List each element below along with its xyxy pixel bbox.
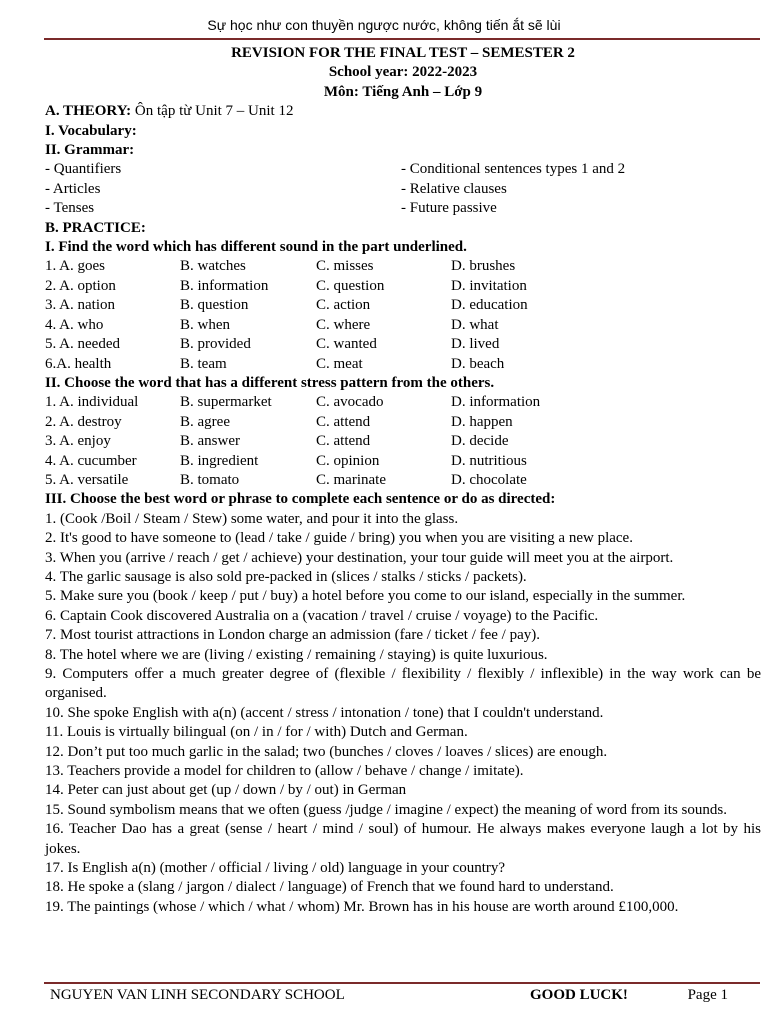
answer-option: D. what	[451, 316, 499, 333]
title-line: REVISION FOR THE FINAL TEST – SEMESTER 2	[231, 45, 575, 61]
school-year: School year: 2022-2023	[328, 64, 478, 81]
section-1-questions	[45, 257, 761, 373]
theory-label: A. THEORY:	[45, 103, 132, 120]
answer-option: B. agree	[180, 413, 230, 430]
answer-option: B. answer	[180, 433, 240, 450]
page-number: Page 1	[687, 987, 728, 1003]
answer-option: D. invitation	[451, 277, 527, 294]
answer-option: C. action	[316, 297, 371, 314]
question-row	[45, 432, 761, 451]
grammar-item: - Quantifiers	[45, 161, 122, 178]
answer-option: B. ingredient	[180, 452, 259, 469]
answer-option: C. question	[316, 277, 385, 294]
question-row	[45, 316, 761, 335]
grammar-item: - Articles	[45, 180, 101, 197]
answer-option: D. decide	[451, 433, 509, 450]
question-item: 18. He spoke a (slang / jargon / dialect / language) of French that we found hard to understand.	[45, 879, 614, 896]
grammar-row	[45, 199, 761, 218]
answer-option: C. attend	[316, 413, 371, 430]
subject-line: Môn: Tiếng Anh – Lớp 9	[323, 83, 483, 100]
answer-option: 2. A. option	[45, 277, 116, 294]
answer-option: 4. A. who	[45, 316, 104, 333]
answer-option: B. tomato	[180, 471, 240, 488]
question-row	[45, 296, 761, 315]
answer-option: 5. A. needed	[45, 336, 120, 353]
question-item: 8. The hotel where we are (living / existing / remaining / staying) is quite luxurious.	[45, 646, 548, 663]
section-3-questions	[45, 510, 761, 918]
answer-option: B. information	[180, 277, 269, 294]
grammar-row	[45, 180, 761, 199]
answer-option: 2. A. destroy	[45, 413, 122, 430]
question-item: 10. She spoke English with a(n) (accent / stress / intonation / tone) that I couldn't understand.	[45, 704, 604, 721]
question-row	[45, 471, 761, 490]
question-item: 4. The garlic sausage is also sold pre-packed in (slices / stalks / sticks / packets).	[45, 568, 527, 585]
question-item: 3. When you (arrive / reach / get / achieve) your destination, your tour guide will meet you at the airport.	[45, 549, 674, 566]
answer-option: C. opinion	[316, 452, 380, 469]
good-luck: GOOD LUCK!	[530, 987, 628, 1003]
answer-option: D. chocolate	[451, 471, 527, 488]
grammar-row	[45, 160, 761, 179]
grammar-heading: II. Grammar:	[45, 142, 135, 159]
theory-text: Ôn tập từ Unit 7 – Unit 12	[131, 103, 294, 120]
answer-option: 4. A. cucumber	[45, 452, 137, 469]
question-row	[45, 413, 761, 432]
theory-line	[45, 102, 761, 121]
answer-option: C. marinate	[316, 471, 386, 488]
question-item: 5. Make sure you (book / keep / put / buy) a hotel before you come to our island, especially in the summer.	[45, 588, 686, 605]
question-item: 6. Captain Cook discovered Australia on a (vacation / travel / cruise / voyage) to the Pacific.	[45, 607, 599, 624]
grammar-item: - Tenses	[45, 200, 95, 217]
answer-option: 3. A. enjoy	[45, 433, 111, 450]
answer-option: D. education	[451, 297, 528, 314]
answer-option: C. meat	[316, 355, 363, 372]
question-item: 12. Don’t put too much garlic in the salad; two (bunches / cloves / loaves / slices) are enough.	[45, 743, 608, 760]
question-item: 19. The paintings (whose / which / what / whom) Mr. Brown has in his house are worth around £100,000.	[45, 898, 679, 915]
answer-option: D. information	[451, 394, 541, 411]
grammar-item: - Relative clauses	[401, 180, 507, 197]
question-row	[45, 355, 761, 374]
answer-option: D. beach	[451, 355, 505, 372]
footer-rule	[44, 982, 760, 984]
answer-option: 1. A. goes	[45, 258, 105, 275]
question-item: 2. It's good to have someone to (lead / take / guide / bring) you when you are visiting a new place.	[45, 530, 633, 547]
question-item: 13. Teachers provide a model for children to (allow / behave / change / imitate).	[45, 763, 524, 780]
section-1-heading: I. Find the word which has different sound in the part underlined.	[45, 239, 467, 256]
answer-option: B. team	[180, 355, 227, 372]
section-2-heading: II. Choose the word that has a different stress pattern from the others.	[45, 374, 495, 391]
question-row	[45, 257, 761, 276]
question-item: 1. (Cook /Boil / Steam / Stew) some water, and pour it into the glass.	[45, 510, 459, 527]
answer-option: B. watches	[180, 258, 246, 275]
header-rule	[44, 38, 760, 40]
answer-option: C. avocado	[316, 394, 384, 411]
grammar-item: - Future passive	[401, 200, 497, 217]
header-note: Sự học như con thuyền ngược nước, không tiến ắt sẽ lùi	[207, 17, 561, 33]
grammar-item: - Conditional sentences types 1 and 2	[401, 161, 626, 178]
question-item: 14. Peter can just about get (up / down / by / out) in German	[45, 782, 407, 799]
question-item: 11. Louis is virtually bilingual (on / in / for / with) Dutch and German.	[45, 724, 468, 741]
practice-heading: B. PRACTICE:	[45, 219, 146, 236]
answer-option: B. when	[180, 316, 230, 333]
answer-option: D. nutritious	[451, 452, 527, 469]
answer-option: D. brushes	[451, 258, 516, 275]
question-row	[45, 335, 761, 354]
answer-option: C. misses	[316, 258, 374, 275]
question-item: 9. Computers offer a much greater degree of (flexible / flexibility / flexibly / inflexible) in the way work can be organised.	[45, 666, 761, 702]
answer-option: 6.A. health	[45, 355, 112, 372]
question-row	[45, 277, 761, 296]
document-body	[45, 44, 761, 917]
answer-option: 5. A. versatile	[45, 471, 129, 488]
answer-option: B. provided	[180, 336, 251, 353]
answer-option: D. lived	[451, 336, 500, 353]
answer-option: 3. A. nation	[45, 297, 115, 314]
question-item: 15. Sound symbolism means that we often (guess /judge / imagine / expect) the meaning of word from its sounds.	[45, 801, 727, 818]
section-3-heading: III. Choose the best word or phrase to complete each sentence or do as directed:	[45, 491, 556, 508]
footer	[50, 987, 728, 1004]
answer-option: D. happen	[451, 413, 513, 430]
question-item: 7. Most tourist attractions in London charge an admission (fare / ticket / fee / pay).	[45, 627, 541, 644]
answer-option: 1. A. individual	[45, 394, 139, 411]
grammar-list	[45, 160, 761, 218]
question-item: 17. Is English a(n) (mother / official / living / old) language in your country?	[45, 860, 506, 877]
question-item: 16. Teacher Dao has a great (sense / heart / mind / soul) of humour. He always makes everyone laugh a lot by his jokes.	[45, 821, 761, 857]
section-2-questions	[45, 393, 761, 490]
school-name: NGUYEN VAN LINH SECONDARY SCHOOL	[50, 987, 345, 1003]
answer-option: C. wanted	[316, 336, 377, 353]
answer-option: B. supermarket	[180, 394, 272, 411]
question-row	[45, 452, 761, 471]
vocabulary-heading: I. Vocabulary:	[45, 122, 137, 139]
answer-option: C. where	[316, 316, 371, 333]
answer-option: B. question	[180, 297, 249, 314]
question-row	[45, 393, 761, 412]
answer-option: C. attend	[316, 433, 371, 450]
